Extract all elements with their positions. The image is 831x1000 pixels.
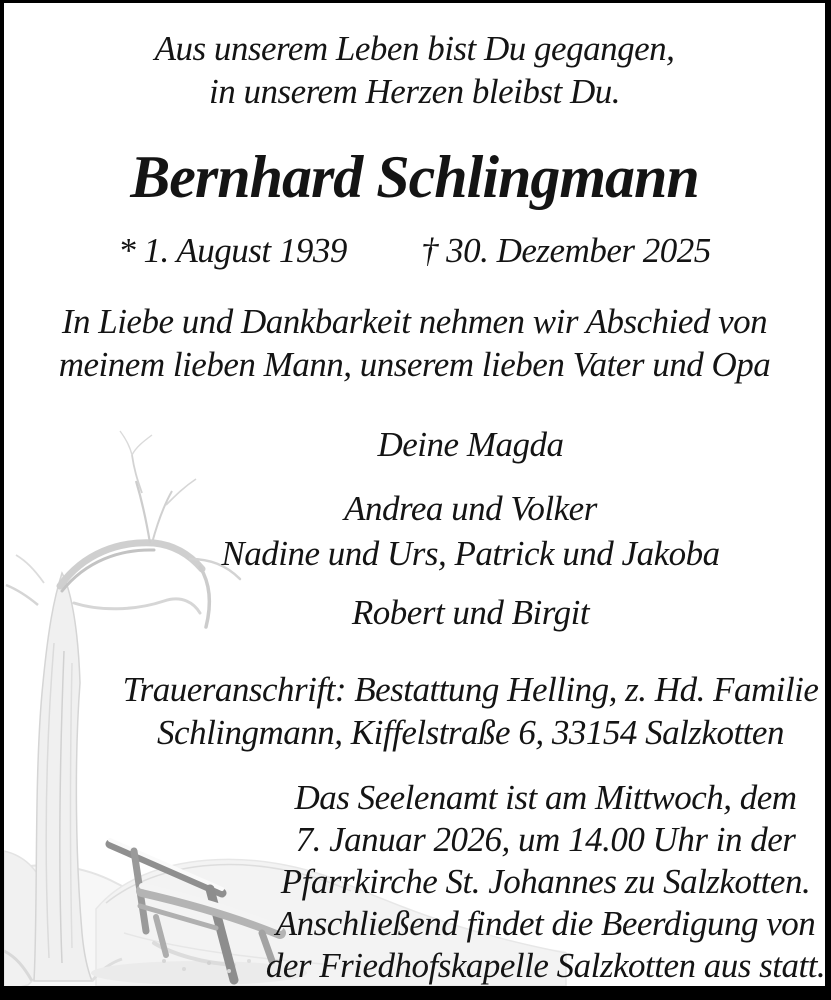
service-line-1: Das Seelenamt ist am Mittwoch, dem <box>294 778 797 817</box>
epigraph-line-2: in unserem Herzen bleibst Du. <box>209 72 620 111</box>
address-line-2: Schlingmann, Kiffelstraße 6, 33154 Salzkotten <box>157 713 784 752</box>
life-dates <box>4 229 825 273</box>
service-line-2: 7. Januar 2026, um 14.00 Uhr in der <box>295 820 796 859</box>
epigraph-line-1: Aus unserem Leben bist Du gegangen, <box>154 29 675 68</box>
address-line-1: Traueranschrift: Bestattung Helling, z. Hd. Familie <box>122 670 819 709</box>
farewell-text <box>4 300 825 386</box>
service-line-3: Pfarrkirche St. Johannes zu Salzkotten. <box>280 862 811 901</box>
service-line-4: Anschließend findet die Beerdigung von <box>275 904 816 943</box>
condolence-address <box>60 668 831 754</box>
service-announcement <box>135 777 831 987</box>
mourner-family-2: Robert und Birgit <box>351 593 590 632</box>
farewell-line-1: In Liebe und Dankbarkeit nehmen wir Abschied von <box>61 302 768 341</box>
mourner-family-line-2: Nadine und Urs, Patrick und Jakoba <box>221 534 720 573</box>
mourner-family <box>60 486 831 576</box>
deceased-name: Bernhard Schlingmann <box>130 144 699 210</box>
service-line-5: der Friedhofskapelle Salzkotten aus statt. <box>265 946 826 985</box>
death-date: † 30. Dezember 2025 <box>420 231 711 270</box>
epigraph <box>4 27 825 113</box>
mourner-family-line-1: Andrea und Volker <box>344 489 597 528</box>
mourner-spouse: Deine Magda <box>377 425 564 464</box>
farewell-line-2: meinem lieben Mann, unserem lieben Vater und Opa <box>58 345 771 384</box>
birth-date: * 1. August 1939 <box>118 231 347 270</box>
